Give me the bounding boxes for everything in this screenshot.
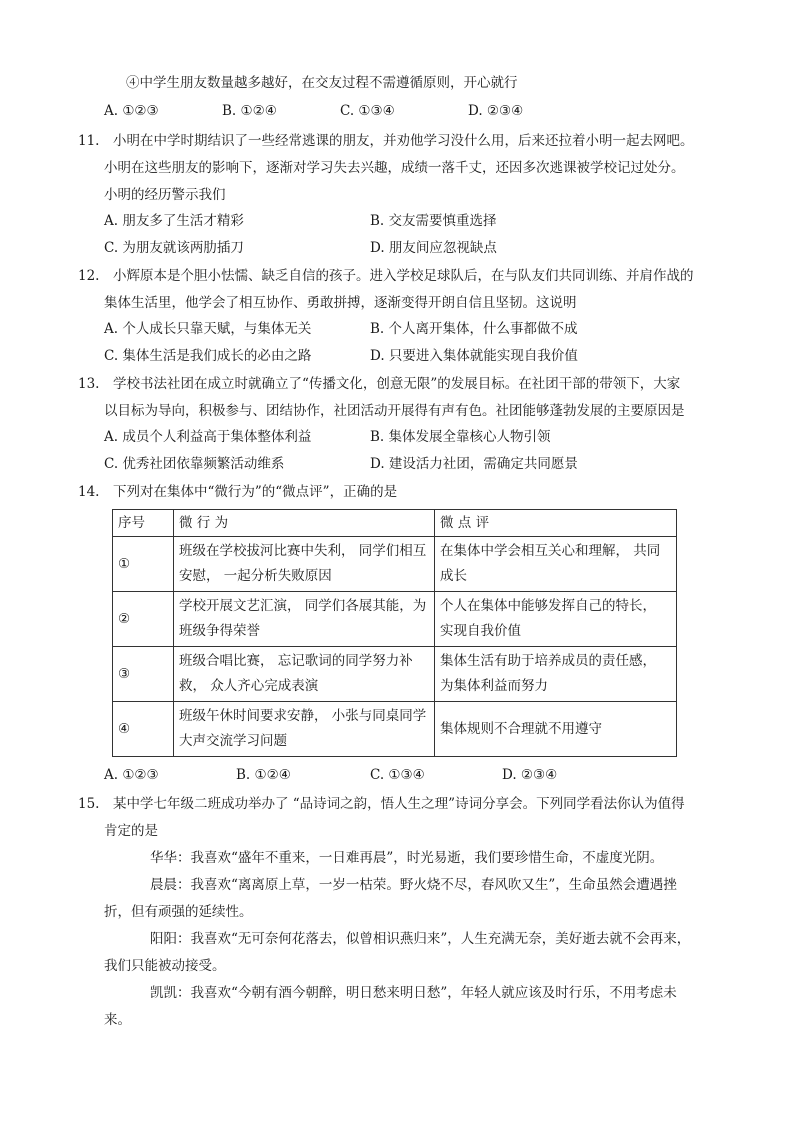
table-row <box>113 537 677 592</box>
row-behavior <box>174 647 435 702</box>
behavior-line: 救， 众人齐心完成表演 <box>179 678 319 694</box>
q13-stem-line-2: 以目标为导向，积极参与、团结协作，社团活动开展得有声有色。社团能够蓬勃发展的主要原因是 <box>104 403 685 419</box>
q13-option-a[interactable]: A. 成员个人利益高于集体整体利益 <box>104 429 312 445</box>
row-comment <box>435 537 677 592</box>
comment-line: 成长 <box>440 568 467 584</box>
behavior-line: 大声交流学习问题 <box>179 733 287 749</box>
q15-dialogue-yangyang: 阳阳：我喜欢“无可奈何花落去，似曾相识燕归来”，人生充满无奈，美好逝去就不会再来，我们只能被动接受。 <box>104 931 691 974</box>
row-seq: ② <box>113 592 174 647</box>
q11-stem-line-1: 11. 小明在中学时期结识了一些经常逃课的朋友，并劝他学习没什么用，后来还拉着小明一起去网吧。 <box>78 133 694 149</box>
q13-options-row-2 <box>104 454 704 474</box>
q13-stem-line-1: 13. 学校书法社团在成立时就确立了“传播文化，创意无限”的发展目标。在社团干部的带领下，大家 <box>78 376 681 392</box>
q11-stem-line-3: 小明的经历警示我们 <box>104 187 226 203</box>
q10-option-a[interactable]: A. ①②③ <box>104 103 159 119</box>
row-seq: ① <box>113 537 174 592</box>
q14-option-b[interactable]: B. ①②④ <box>236 767 291 783</box>
comment-line: 个人在集体中能够发挥自己的特长， <box>440 598 656 614</box>
comment-line: 实现自我价值 <box>440 623 521 639</box>
q12-stem-line-1: 12. 小辉原本是个胆小怯懦、缺乏自信的孩子。进入学校足球队后，在与队友们共同训练、并肩作战的 <box>78 268 694 284</box>
header-behavior: 微 行 为 <box>174 510 435 537</box>
q11-option-a[interactable]: A. 朋友多了生活才精彩 <box>104 213 244 229</box>
q11-options-row-1 <box>104 211 704 231</box>
q12-option-d[interactable]: D. 只要进入集体就能实现自我价值 <box>370 348 578 364</box>
q10-option-b[interactable]: B. ①②④ <box>222 103 277 119</box>
q11-options-row-2 <box>104 238 704 258</box>
q11-stem-line-2: 小明在这些朋友的影响下，逐渐对学习失去兴趣，成绩一落千丈，还因多次逃课被学校记过处分。 <box>104 160 685 176</box>
q15-dialogue-huahua: 华华：我喜欢“盛年不重来，一日难再晨”，时光易逝，我们要珍惜生命，不虚度光阴。 <box>150 850 664 866</box>
q13-option-b[interactable]: B. 集体发展全靠核心人物引领 <box>370 429 551 445</box>
q14-option-a[interactable]: A. ①②③ <box>104 767 159 783</box>
q14-option-c[interactable]: C. ①③④ <box>370 767 425 783</box>
row-behavior <box>174 702 435 757</box>
behavior-line: 班级午休时间要求安静， 小张与同桌同学 <box>179 708 427 724</box>
row-seq: ④ <box>113 702 174 757</box>
behavior-line: 安慰， 一起分析失败原因 <box>179 568 332 584</box>
q13-option-c[interactable]: C. 优秀社团依靠频繁活动维系 <box>104 456 285 472</box>
q10-option-d[interactable]: D. ②③④ <box>468 103 524 119</box>
row-behavior <box>174 537 435 592</box>
q12-stem-line-2: 集体生活里，他学会了相互协作、勇敢拼搏，逐渐变得开朗自信且坚韧。这说明 <box>104 295 577 311</box>
behavior-line: 学校开展文艺汇演， 同学们各展其能，为 <box>179 598 427 614</box>
table-row <box>113 702 677 757</box>
behavior-line: 班级争得荣誉 <box>179 623 260 639</box>
q14-option-d[interactable]: D. ②③④ <box>502 767 558 783</box>
comment-line: 为集体利益而努力 <box>440 678 548 694</box>
q10-option-c[interactable]: C. ①③④ <box>340 103 395 119</box>
q13-option-d[interactable]: D. 建设活力社团，需确定共同愿景 <box>370 456 578 472</box>
q11-option-b[interactable]: B. 交友需要慎重选择 <box>370 213 497 229</box>
q14-stem: 14. 下列对在集体中“微行为”的“微点评”，正确的是 <box>78 484 398 500</box>
q12-option-c[interactable]: C. 集体生活是我们成长的必由之路 <box>104 348 312 364</box>
q13-options-row-1 <box>104 427 704 447</box>
q11-option-c[interactable]: C. 为朋友就该两肋插刀 <box>104 240 244 256</box>
q15-dialogue-kaikai: 凯凯：我喜欢“今朝有酒今朝醉，明日愁来明日愁”，年轻人就应该及时行乐，不用考虑未来。 <box>104 985 677 1028</box>
q11-option-d[interactable]: D. 朋友间应忽视缺点 <box>370 240 497 256</box>
q12-options-row-2 <box>104 346 704 366</box>
micro-behavior-table <box>112 509 677 757</box>
q10-item-4: ④中学生朋友数量越多越好，在交友过程不需遵循原则，开心就行 <box>126 75 518 91</box>
q12-option-b[interactable]: B. 个人离开集体，什么事都做不成 <box>370 321 578 337</box>
row-comment <box>435 647 677 702</box>
behavior-line: 班级在学校拔河比赛中失利， 同学们相互 <box>179 543 427 559</box>
q12-option-a[interactable]: A. 个人成长只靠天赋，与集体无关 <box>104 321 312 337</box>
q12-options-row-1 <box>104 319 704 339</box>
row-seq: ③ <box>113 647 174 702</box>
comment-line: 集体生活有助于培养成员的责任感， <box>440 653 656 669</box>
table-row <box>113 647 677 702</box>
q15-dialogue-chenchen: 晨晨：我喜欢“离离原上草，一岁一枯荣。野火烧不尽，春风吹又生”，生命虽然会遭遇挫折，但有顽强的延续性。 <box>104 877 677 920</box>
table-row <box>113 592 677 647</box>
q14-options <box>104 765 624 785</box>
row-comment <box>435 702 677 757</box>
row-behavior <box>174 592 435 647</box>
header-comment: 微 点 评 <box>435 510 677 537</box>
row-comment <box>435 592 677 647</box>
behavior-line: 班级合唱比赛， 忘记歌词的同学努力补 <box>179 653 413 669</box>
header-seq: 序号 <box>113 510 174 537</box>
comment-line: 集体规则不合理就不用遵守 <box>440 720 602 737</box>
comment-line: 在集体中学会相互关心和理解， 共同 <box>440 543 661 559</box>
q10-options <box>104 101 624 121</box>
q15-stem-line-1: 15. 某中学七年级二班成功举办了 “品诗词之韵，悟人生之理”诗词分享会。下列同学看法你认为值得 <box>78 796 685 812</box>
q15-stem-line-2: 肯定的是 <box>104 823 158 839</box>
table-header-row <box>113 510 677 537</box>
